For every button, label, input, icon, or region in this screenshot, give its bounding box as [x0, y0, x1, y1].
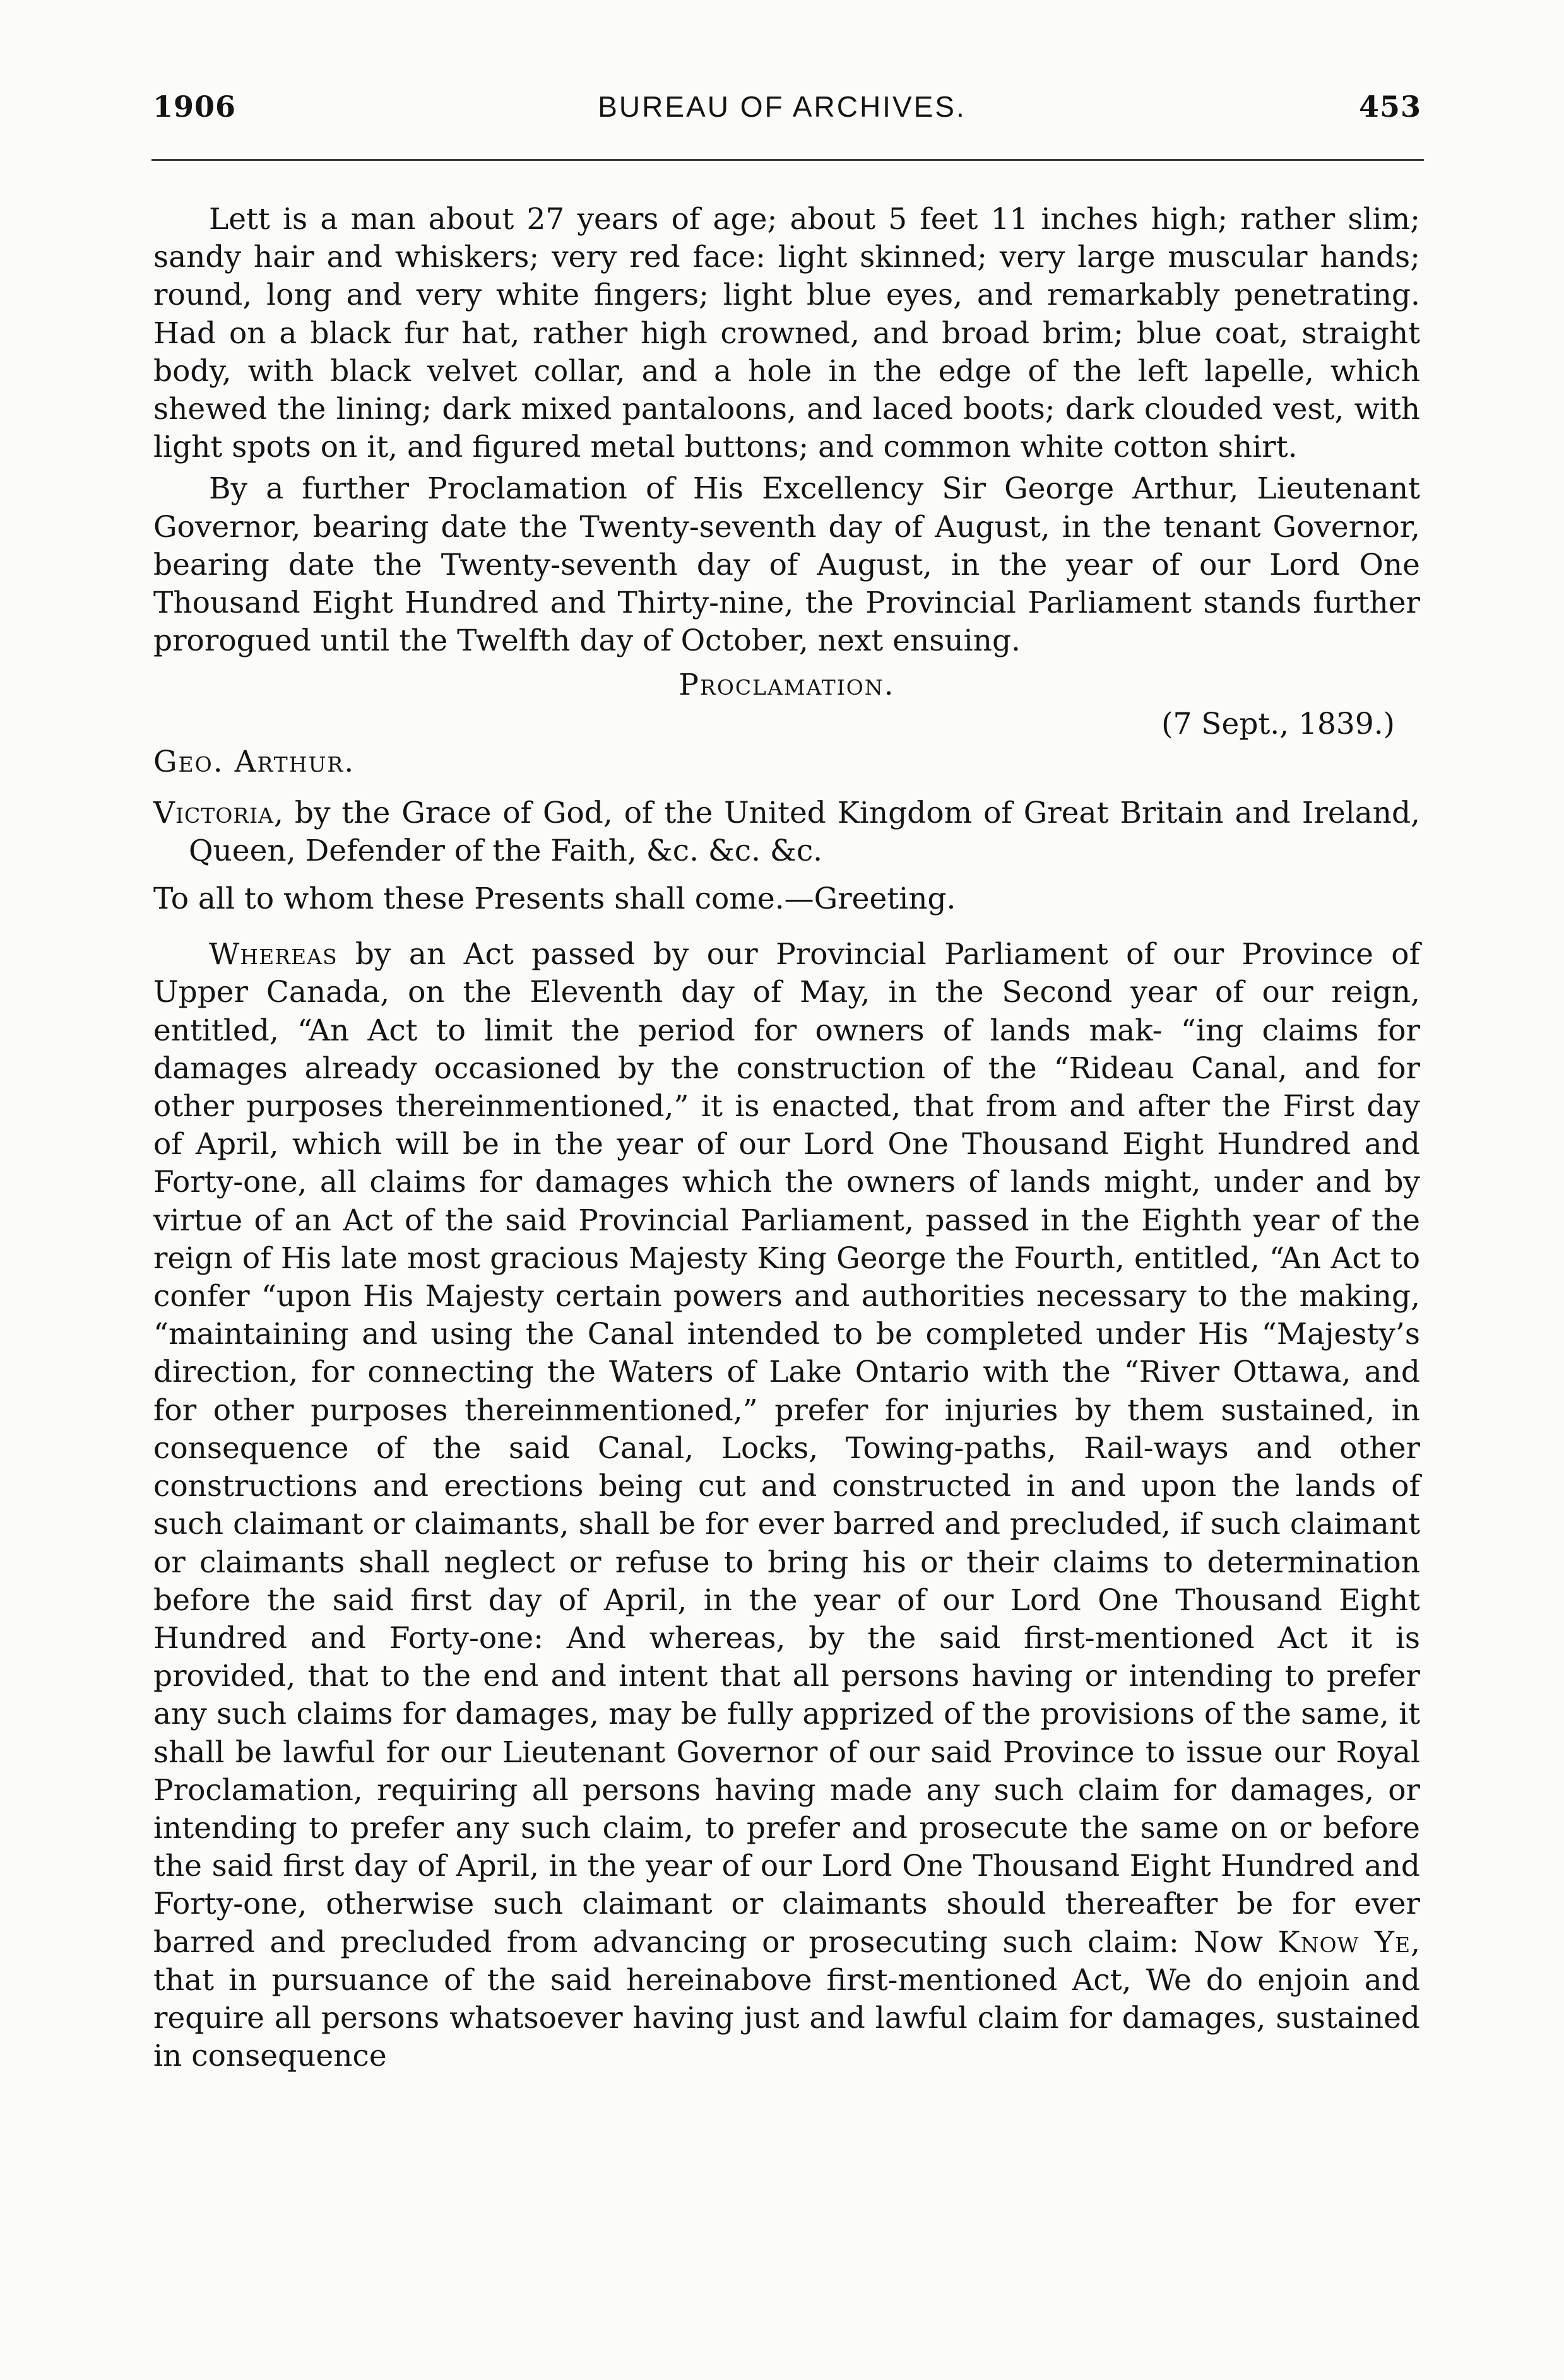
proclamation-title: Proclamation.: [678, 668, 895, 703]
royal-style-paragraph: [153, 794, 1420, 870]
signature-line: Geo. Arthur.: [153, 745, 355, 780]
know-ye-words: Know Ye: [1277, 1924, 1411, 1960]
whereas-text-1: by an Act passed by our Provincial Parliament of our Province of Upper Canada, on the Eleventh day of May, in the Second year of our reign, entitled, “An Act to limit the period for owners of lands mak- “ing claims for damages already occasioned by the construction of the “Rideau Canal, and for other purposes thereinmentioned,” it is enacted, that from and after the First day of April, which will be in the year of our Lord One Thousand Eight Hundred and Forty-one, all claims for damages which the owners of lands might, under and by virtue of an Act of the said Provincial Parliament, passed in the Eighth year of the reign of His late most gracious Majesty King George the Fourth, entitled, “An Act to confer “upon His Majesty certain powers and authorities necessary to the making, “maintaining and using the Canal intended to be completed under His “Majesty’s direction, for connecting the Waters of Lake Ontario with the “River Ottawa, and for other purposes thereinmentioned,” prefer for injuries by them sustained, in consequence of the said Canal, Locks, Towing-paths, Rail-ways and other constructions and erections being cut and constructed in and upon the lands of such claimant or claimants, shall be for ever barred and precluded, if such claimant or claimants shall neglect or refuse to bring his or their claims to determination before the said first day of April, in the year of our Lord One Thousand Eight Hundred and Forty-one: And whereas, by the said first-mentioned Act it is provided, that to the end and intent that all persons having or intending to prefer any such claims for damages, may be fully apprized of the provisions of the same, it shall be lawful for our Lieutenant Governor of our said Province to issue our Royal Proclamation, requiring all persons having made any such claim for damages, or intending to prefer any such claim, to prefer and prosecute the same on or before the said first day of April, in the year of our Lord One Thousand Eight Hundred and Forty-one, otherwise such claimant or claimants should thereafter be for ever barred and precluded from advancing or prosecuting such claim: Now: [153, 937, 1420, 1960]
header-rule: [151, 159, 1424, 161]
whereas-paragraph: [153, 936, 1420, 2075]
proclamation-date: (7 Sept., 1839.): [1161, 707, 1395, 742]
header-year: 1906: [153, 90, 237, 124]
header-title: BUREAU OF ARCHIVES.: [598, 90, 966, 123]
page-number: 453: [1358, 90, 1421, 124]
victoria-word: Victoria: [153, 795, 275, 830]
whereas-text-2: , that in pursuance of the said hereinabove first-mentioned Act, We do enjoin and require all persons whatsoever having just and lawful claim for damages, sustained in consequence: [153, 1924, 1420, 2074]
paragraph-proclamation-note: By a further Proclamation of His Excellency Sir George Arthur, Lieutenant Governor, bearing date the Twenty-seventh day of August, in the tenant Governor, bearing date the Twenty-seventh day of August, in the year of our Lord One Thousand Eight Hundred and Thirty-nine, the Provincial Parliament stands further prorogued until the Twelfth day of October, next ensuing.: [153, 471, 1420, 659]
greeting-line: To all to whom these Presents shall come.—Greeting.: [153, 881, 956, 917]
proclamation-heading: [153, 660, 1420, 742]
page-body: [153, 201, 1420, 2075]
royal-style-text: , by the Grace of God, of the United Kingdom of Great Britain and Ireland, Queen, Defender of the Faith, &c. &c. &c.: [189, 795, 1420, 868]
running-header: [0, 87, 1564, 131]
whereas-word: Whereas: [209, 937, 338, 972]
paragraph-description: Lett is a man about 27 years of age; about 5 feet 11 inches high; rather slim; sandy hair and whiskers; very red face: light skinned; very large muscular hands; round, long and very white fingers; light blue eyes, and remarkably penetrating. Had on a black fur hat, rather high crowned, and broad brim; blue coat, straight body, with black velvet collar, and a hole in the edge of the left lapelle, which shewed the lining; dark mixed pantaloons, and laced boots; dark clouded vest, with light spots on it, and figured metal buttons; and common white cotton shirt.: [153, 202, 1420, 465]
